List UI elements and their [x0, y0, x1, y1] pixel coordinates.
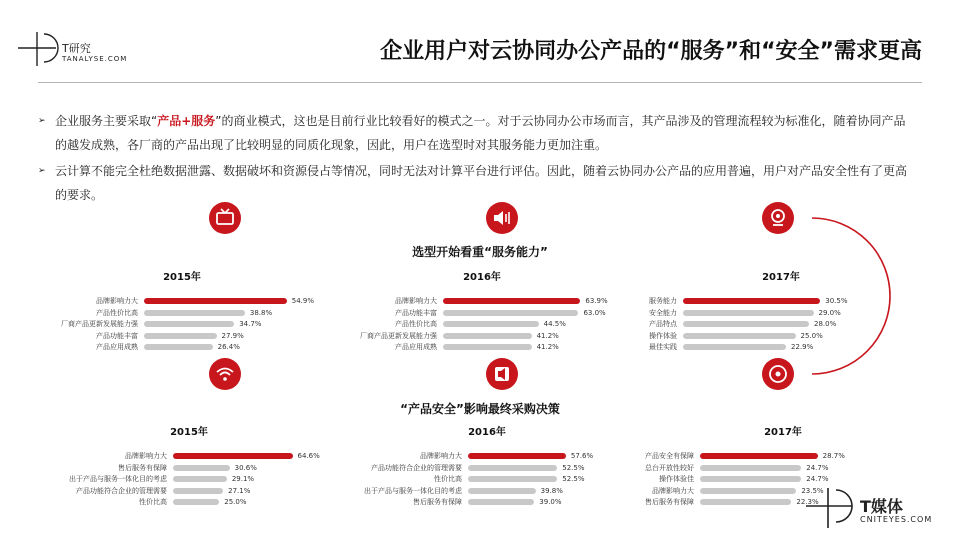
bar-value-label: 64.6%	[297, 452, 320, 460]
bar-value-label: 44.5%	[543, 320, 566, 328]
bar-category-label: 厂商产品更新发展能力强	[360, 331, 437, 340]
bar-category-label: 产品功能丰富	[96, 331, 138, 340]
bar-category-label: 品牌影响力大	[395, 297, 437, 305]
bullet-text: 云计算不能完全杜绝数据泄露、数据破坏和资源侵占等情况，同时无法对计算平台进行评估。因此，随着云协同办公产品的应用普遍，用户对产品安全性有了更高的要求。	[55, 164, 908, 202]
bar-value-label: 63.0%	[583, 308, 606, 317]
bar	[144, 333, 217, 339]
bar-category-label: 厂商产品更新发展能力强	[61, 320, 138, 328]
bar-category-label: 产品应用成熟	[96, 343, 138, 351]
bar	[173, 499, 219, 505]
bar	[173, 476, 227, 482]
bar-value-label: 30.6%	[234, 463, 257, 472]
bar	[443, 310, 578, 316]
bar-value-label: 25.0%	[800, 331, 823, 340]
bar-value-label: 26.4%	[217, 343, 240, 351]
panel-year-label: 2016年	[468, 427, 506, 438]
bar-category-label: 产品性价比高	[96, 308, 138, 317]
bar	[468, 488, 536, 494]
bar-category-label: 出于产品与服务一体化目的考虑	[364, 486, 462, 495]
panel-year-label: 2015年	[170, 427, 208, 438]
page-title: 企业用户对云协同办公产品的“服务”和“安全”需求更高	[380, 39, 922, 64]
bar	[468, 499, 534, 505]
bar	[468, 476, 557, 482]
panel-year-label: 2016年	[463, 272, 501, 283]
bullet-text-pre: 企业服务主要采取“	[55, 114, 158, 128]
bar	[683, 310, 814, 316]
bar	[173, 465, 230, 471]
bar-value-label: 34.7%	[239, 320, 262, 328]
bullet-highlight: 产品+服务	[157, 114, 216, 128]
bar-value-label: 41.2%	[536, 331, 559, 340]
bar-category-label: 出于产品与服务一体化目的考虑	[69, 475, 167, 483]
bar	[700, 453, 818, 459]
bar	[700, 465, 801, 471]
bar-value-label: 29.0%	[818, 308, 841, 317]
bar-value-label: 27.1%	[228, 486, 251, 495]
bar-value-label: 54.9%	[291, 297, 314, 305]
bar	[173, 453, 293, 459]
bar	[144, 310, 245, 316]
bar-category-label: 产品安全有保障	[645, 452, 694, 460]
bar	[700, 499, 791, 505]
footer-brand-text: T媒体	[860, 497, 903, 516]
bar-category-label: 品牌影响力大	[125, 452, 167, 460]
bullet-text-post: ”的商业模式，这也是目前行业比较看好的模式之一。对于云协同办公市场而言，其产品涉及的管理流程较为标准化，随着协同产品的越发成熟，各厂商的产品出现了比较明显的同质化现象，因此，用户在选型时对其服务能力更加注重。	[55, 114, 906, 152]
bar-value-label: 39.8%	[540, 486, 563, 495]
bar-category-label: 性价比高	[139, 498, 167, 506]
bar	[443, 298, 580, 304]
bullet-arrow-icon: ➢	[38, 116, 46, 126]
bar	[443, 321, 539, 327]
bar-category-label: 售后服务有保障	[413, 498, 462, 506]
bar	[683, 344, 786, 350]
panel-year-label: 2017年	[764, 427, 802, 438]
bar-value-label: 63.9%	[585, 297, 608, 305]
bar-value-label: 28.7%	[822, 452, 845, 460]
section-title-service: 选型开始看重“服务能力”	[412, 245, 548, 259]
bar-category-label: 售后服务有保障	[645, 498, 694, 506]
bar-value-label: 28.0%	[814, 320, 837, 328]
bar	[468, 465, 557, 471]
bar	[173, 488, 223, 494]
bar-category-label: 安全能力	[649, 308, 677, 317]
section-title-security: “产品安全”影响最终采购决策	[400, 402, 560, 416]
bar-value-label: 39.0%	[539, 498, 562, 506]
bar-value-label: 23.5%	[801, 486, 824, 495]
bar-value-label: 27.9%	[221, 331, 244, 340]
bar-value-label: 52.5%	[562, 463, 585, 472]
bar	[683, 298, 820, 304]
bar-category-label: 品牌影响力大	[96, 297, 138, 305]
bar	[144, 298, 287, 304]
bar-value-label: 22.3%	[796, 498, 819, 506]
bullet-arrow-icon: ➢	[38, 166, 46, 176]
bar-category-label: 品牌影响力大	[420, 452, 462, 460]
bar	[683, 321, 809, 327]
logo-domain-text: TANALYSE.COM	[62, 55, 128, 63]
panel-year-label: 2015年	[163, 272, 201, 283]
bar-category-label: 产品特点	[649, 320, 677, 328]
bar-value-label: 30.5%	[825, 297, 848, 305]
bar	[443, 333, 532, 339]
bar-category-label: 产品性价比高	[395, 320, 437, 328]
bar-category-label: 性价比高	[434, 475, 462, 483]
bar-category-label: 服务能力	[649, 297, 677, 305]
panel-year-label: 2017年	[762, 272, 800, 283]
bar-category-label: 产品功能丰富	[395, 308, 437, 317]
bar	[700, 488, 796, 494]
bar-value-label: 57.6%	[570, 452, 594, 460]
bar-value-label: 25.0%	[224, 498, 247, 506]
bar	[443, 344, 532, 350]
bar-category-label: 操作体验	[649, 331, 677, 340]
bar-value-label: 52.5%	[562, 475, 585, 483]
bar	[144, 321, 234, 327]
logo-brand-text: T研究	[62, 42, 91, 55]
bar-category-label: 总台开放性较好	[645, 463, 694, 472]
bar	[468, 453, 566, 459]
bar-value-label: 29.1%	[231, 475, 255, 483]
bar-category-label: 产品功能符合企业的管理需要	[76, 486, 167, 495]
bar-category-label: 最佳实践	[649, 343, 677, 351]
bar-category-label: 品牌影响力大	[652, 486, 694, 495]
bar-value-label: 24.7%	[806, 475, 829, 483]
bar-category-label: 售后服务有保障	[118, 463, 167, 472]
bar-category-label: 产品功能符合企业的管理需要	[371, 463, 462, 472]
bar	[144, 344, 213, 350]
footer-domain-text: CNITEYES.COM	[860, 515, 933, 524]
cniteyes-logo-mark	[804, 484, 860, 532]
bar	[683, 333, 796, 339]
bar-value-label: 41.2%	[536, 343, 559, 351]
bar	[700, 476, 801, 482]
bar-value-label: 22.9%	[791, 343, 814, 351]
bar-value-label: 24.7%	[806, 463, 829, 472]
bar-category-label: 操作体验佳	[659, 475, 694, 483]
bar-value-label: 38.8%	[249, 308, 273, 317]
bar-category-label: 产品应用成熟	[395, 343, 437, 351]
